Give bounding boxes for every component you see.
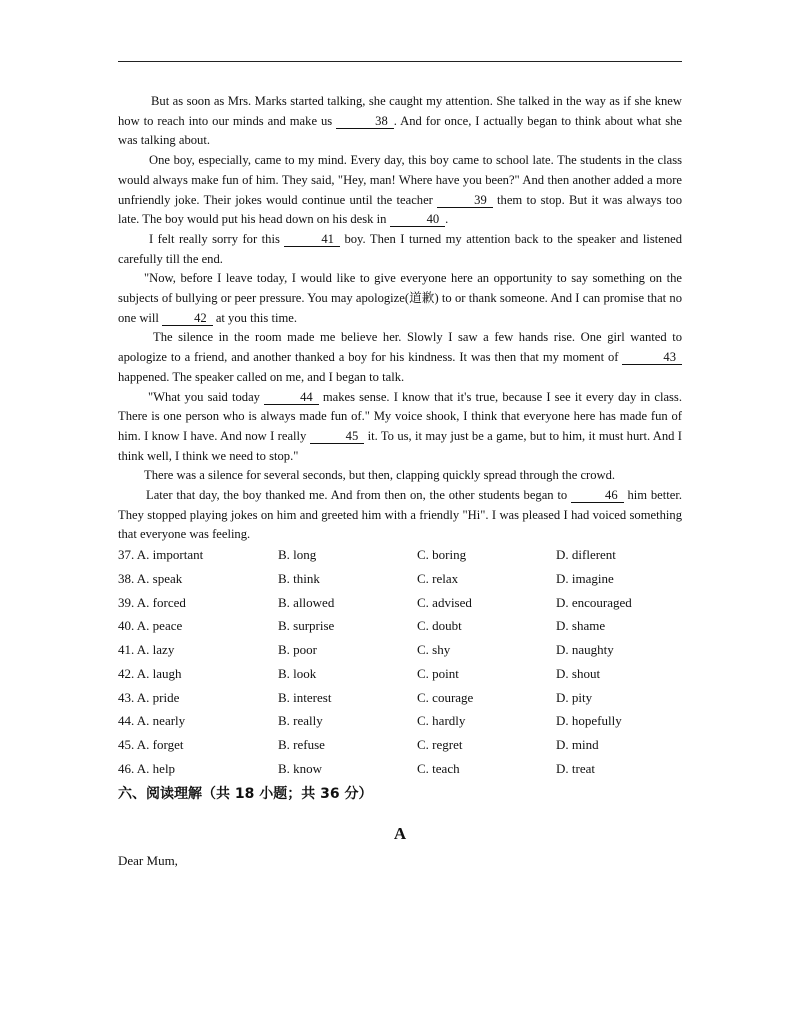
blank-40: 40 xyxy=(390,212,446,227)
option-a: 37. A. important xyxy=(118,547,204,562)
option-row-38 xyxy=(118,569,682,593)
option-b: B. poor xyxy=(278,642,317,657)
option-d: D. naughty xyxy=(556,642,614,657)
option-d: D. hopefully xyxy=(556,713,622,729)
option-c: C. doubt xyxy=(417,618,462,634)
blank-39: 39 xyxy=(437,193,493,208)
part-title: A xyxy=(393,824,407,843)
option-b: B. really xyxy=(278,713,323,729)
option-b: B. long xyxy=(278,547,317,562)
option-a: 42. A. laugh xyxy=(118,665,182,681)
header-rule xyxy=(118,61,682,62)
option-c: C. relax xyxy=(417,570,459,586)
blank-38: 38 xyxy=(336,114,394,129)
paragraph-1: But as soon as Mrs. Marks started talking, she caught my attention. She talked in the way as if she knew how to reach into our minds and make us 38 . And for once, I actually began to think about what she was talking about. xyxy=(118,94,683,148)
option-d: D. mind xyxy=(556,737,599,752)
option-b: B. surprise xyxy=(278,618,335,634)
paragraph-3: I felt really sorry for this 41 boy. Then I turned my attention back to the speaker and listened carefully till the end. xyxy=(118,231,682,266)
option-row-45 xyxy=(118,735,682,759)
option-row-43 xyxy=(118,688,682,712)
option-d: D. pity xyxy=(556,689,593,705)
paragraph-6: "What you said today 44 makes sense. I know that it's true, because I see it every day in class. There is one person who is always made fun of." My voice shook, I think that everyone here has made fun of him. I know I have. And now I really 45 it. To us, it may just be a game, but to him, it must hurt. And I think well, I think we need to stop." xyxy=(118,389,682,463)
paragraph-2: One boy, especially, came to my mind. Every day, this boy came to school late. The students in the class would always make fun of him. They said, "Hey, man! Where have you been?" And then another added a more unfriendly joke. Their jokes would continue until the teacher 39 them to stop. But it was always too late. The boy would put his head down on his desk in 40 . xyxy=(118,153,682,227)
paragraph-5: The silence in the room made me believe her. Slowly I saw a few hands rise. One girl wanted to apologize to a friend, and another thanked a boy for his kindness. It was then that my moment of 43 happened. The speaker called on me, and I began to talk. xyxy=(118,330,682,384)
blank-45: 45 xyxy=(310,429,365,444)
option-a: 41. A. lazy xyxy=(118,642,175,657)
option-row-40 xyxy=(118,616,682,640)
option-c: C. advised xyxy=(417,594,472,610)
blank-43: 43 xyxy=(622,350,682,365)
option-a: 43. A. pride xyxy=(118,689,180,705)
option-c: C. point xyxy=(417,665,459,681)
blank-44: 44 xyxy=(264,390,319,405)
option-c: C. courage xyxy=(417,689,474,705)
blank-42: 42 xyxy=(162,311,213,326)
option-c: C. regret xyxy=(417,737,463,752)
option-a: 44. A. nearly xyxy=(118,713,186,729)
option-a: 46. A. help xyxy=(118,760,176,776)
option-d: D. shame xyxy=(556,618,606,634)
option-c: C. shy xyxy=(417,642,451,657)
option-c: C. boring xyxy=(417,547,467,562)
option-a: 38. A. speak xyxy=(118,570,183,586)
cloze-passage xyxy=(118,92,682,545)
option-d: D. encouraged xyxy=(556,594,632,610)
option-b: B. allowed xyxy=(278,594,335,610)
letter-greeting: Dear Mum, xyxy=(118,853,178,868)
paragraph-4: "Now, before I leave today, I would like to give everyone here an opportunity to say something on the subjects of bullying or peer pressure. You may apologize(道歉) to or thank someone. And I can promise that no one will 42 at you this time. xyxy=(118,271,682,325)
paragraph-8: Later that day, the boy thanked me. And from then on, the other students began to 46 him better. They stopped playing jokes on him and greeted him with a friendly "Hi". I was pleased I had voiced something that everyone was feeling. xyxy=(118,488,682,542)
section-heading: 六、阅读理解（共 18 小题；共 36 分） xyxy=(118,786,373,802)
option-d: D. diflerent xyxy=(556,547,616,562)
option-b: B. interest xyxy=(278,689,332,705)
option-row-46 xyxy=(118,759,682,783)
answer-options xyxy=(118,545,682,783)
option-row-44 xyxy=(118,711,682,735)
option-row-42 xyxy=(118,664,682,688)
option-d: D. treat xyxy=(556,760,595,776)
option-c: C. hardly xyxy=(417,713,466,729)
option-d: D. imagine xyxy=(556,570,614,586)
blank-46: 46 xyxy=(571,488,624,503)
option-row-41 xyxy=(118,640,682,664)
option-d: D. shout xyxy=(556,665,601,681)
option-b: B. think xyxy=(278,570,320,586)
paragraph-7: There was a silence for several seconds, but then, clapping quickly spread through the crowd. xyxy=(144,468,616,483)
blank-41: 41 xyxy=(284,232,340,247)
option-a: 39. A. forced xyxy=(118,594,186,610)
option-row-37 xyxy=(118,545,682,569)
option-a: 45. A. forget xyxy=(118,737,184,752)
option-c: C. teach xyxy=(417,760,460,776)
option-b: B. look xyxy=(278,665,317,681)
option-row-39 xyxy=(118,593,682,617)
option-b: B. know xyxy=(278,760,323,776)
option-a: 40. A. peace xyxy=(118,618,183,634)
option-b: B. refuse xyxy=(278,737,325,752)
